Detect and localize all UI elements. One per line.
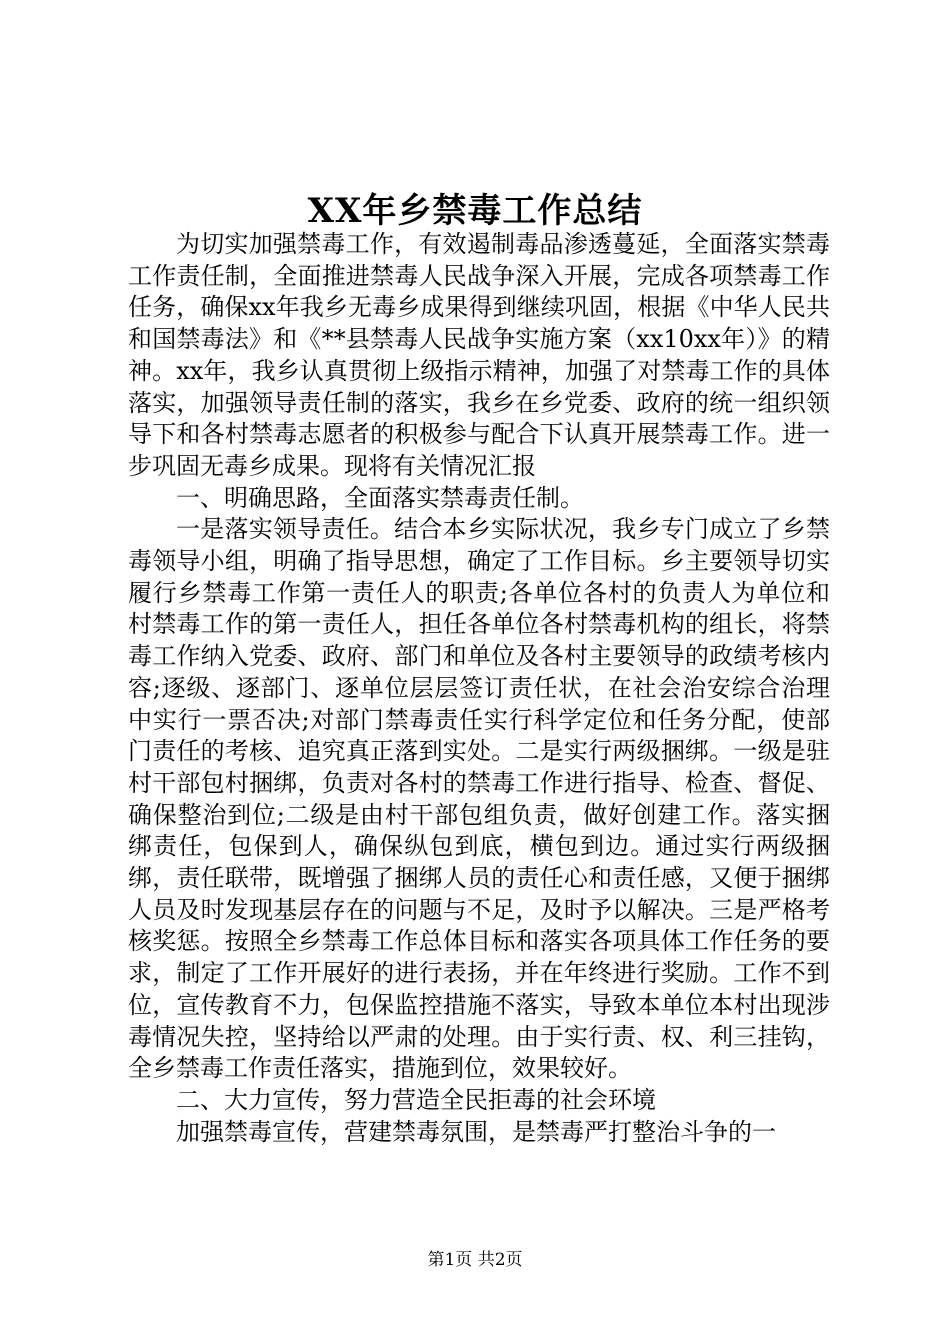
section-heading-2: 二、大力宣传，努力营造全民拒毒的社会环境 — [176, 1085, 656, 1114]
paragraph-section-2: 加强禁毒宣传，营建禁毒氛围，是禁毒严打整治斗争的一 — [176, 1117, 776, 1146]
paragraph-section-1: 一是落实领导责任。结合本乡实际状况，我乡专门成立了乡禁毒领导小组，明确了指导思想，确定了工作目标。乡主要领导切实履行乡禁毒工作第一责任人的职责;各单位各村的负责人为单位和村禁毒工作的第一责任人，担任各单位各村禁毒机构的组长，将禁毒工作纳入党委、政府、部门和单位及各村主要领导的政绩考核内容;逐级、逐部门、逐单位层层签订责任状，在社会治安综合治理中实行一票否决;对部门禁毒责任实行科学定位和任务分配，使部门责任的考核、追究真正落到实处。二是实行两级捆绑。一级是驻村干部包村捆绑，负责对各村的禁毒工作进行指导、检查、督促、确保整治到位;二级是由村干部包组负责，做好创建工作。落实捆绑责任，包保到人，确保纵包到底，横包到边。通过实行两级捆绑，责任联带，既增强了捆绑人员的责任心和责任感，又便于捆绑人员及时发现基层存在的问题与不足，及时予以解决。三是严格考核奖惩。按照全乡禁毒工作总体目标和落实各项具体工作任务的要求，制定了工作开展好的进行表扬，并在年终进行奖励。工作不到位，宣传教育不力，包保监控措施不落实，导致本单位本村出现涉毒情况失控，坚持给以严肃的处理。由于实行责、权、利三挂钩，全乡禁毒工作责任落实，措施到位，效果较好。 — [128, 515, 830, 1083]
page-number-footer: 第1页 共2页 — [427, 1250, 523, 1270]
document-body — [128, 229, 830, 1148]
document-title: XX年乡禁毒工作总结 — [307, 191, 643, 231]
paragraph-intro: 为切实加强禁毒工作，有效遏制毒品渗透蔓延，全面落实禁毒工作责任制，全面推进禁毒人民战争深入开展，完成各项禁毒工作任务，确保xx年我乡无毒乡成果得到继续巩固，根据《中华人民共和国禁毒法》和《**县禁毒人民战争实施方案（xx10xx年）》的精神。xx年，我乡认真贯彻上级指示精神，加强了对禁毒工作的具体落实，加强领导责任制的落实，我乡在乡党委、政府的统一组织领导下和各村禁毒志愿者的积极参与配合下认真开展禁毒工作。进一步巩固无毒乡成果。现将有关情况汇报 — [128, 230, 830, 480]
section-heading-1: 一、明确思路，全面落实禁毒责任制。 — [176, 483, 584, 512]
